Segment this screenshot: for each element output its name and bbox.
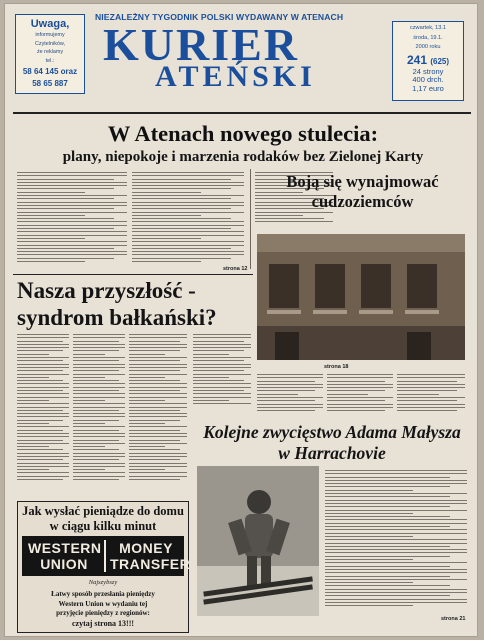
ad-details: Łatwy sposób przesłania pieniędzy Western Union w wydaniu tej przyjęcie pieniędzy z regionów: czytaj strona 13!!! bbox=[22, 590, 184, 628]
malysz-headline: Kolejne zwycięstwo Adama Małysza w Harrachovie bbox=[203, 422, 461, 463]
side-article-column bbox=[397, 374, 465, 416]
issue-number-alt: (625) bbox=[430, 56, 450, 66]
notice-phone: 58 64 145 oraz bbox=[22, 67, 78, 77]
issue-price-euro: 1,17 euro bbox=[412, 83, 444, 93]
balkan-headline: Nasza przyszłość - syndrom bałkański? bbox=[17, 278, 217, 330]
issue-date: 2000 roku bbox=[415, 44, 441, 50]
malysz-article-column bbox=[325, 470, 467, 610]
notice-line: że reklamy bbox=[36, 49, 64, 56]
issue-info-box bbox=[392, 21, 464, 101]
main-article-column bbox=[132, 172, 244, 272]
balkan-column bbox=[73, 334, 125, 494]
main-article-ref: strona 12 bbox=[223, 266, 248, 272]
notice-box bbox=[15, 14, 85, 94]
ad-cta[interactable]: czytaj strona 13!!! bbox=[71, 618, 135, 628]
ad-tagline: Najszybszy bbox=[88, 579, 118, 586]
issue-price: 400 drch. bbox=[412, 75, 444, 84]
building-photo bbox=[257, 234, 465, 360]
main-subhead: plany, niepokoje i marzenia rodaków bez Zielonej Karty bbox=[62, 149, 424, 165]
logo-word: MONEY TRANSFER bbox=[110, 540, 191, 572]
logo-divider bbox=[104, 540, 106, 572]
malysz-article-ref: strona 21 bbox=[441, 616, 466, 622]
masthead-logo-top: KURIER bbox=[103, 19, 300, 70]
side-article-column bbox=[257, 374, 323, 416]
section-rule bbox=[13, 274, 253, 275]
main-headline: W Atenach nowego stulecia: bbox=[107, 121, 379, 146]
ski-jumper-photo bbox=[197, 466, 319, 616]
main-article-column bbox=[17, 172, 127, 272]
notice-phone-label: tel.: bbox=[45, 57, 55, 64]
newspaper-page bbox=[4, 3, 478, 637]
side-article-ref: strona 18 bbox=[324, 364, 349, 370]
masthead-logo-bottom: ATEŃSKI bbox=[155, 60, 316, 93]
notice-line: informujemy bbox=[35, 32, 65, 38]
side-headline: Boją się wynajmować cudzoziemców bbox=[286, 172, 439, 211]
notice-title: Uwaga, bbox=[30, 18, 70, 30]
ski-jumper-photo-image bbox=[197, 466, 319, 616]
issue-pages: 24 strony bbox=[412, 66, 444, 76]
ad-headline: Jak wysłać pieniądze do domu w ciągu kilku minut bbox=[22, 504, 184, 533]
building-photo-image bbox=[257, 234, 465, 360]
masthead-rule bbox=[13, 112, 471, 114]
notice-line: Czytelników, bbox=[35, 40, 65, 47]
issue-date: środa, 19.1. bbox=[413, 34, 443, 41]
notice-phone: 58 65 887 bbox=[32, 79, 68, 89]
issue-date: czwartek, 13.1 bbox=[409, 25, 447, 31]
masthead-tagline: NIEZALEŻNY TYGODNIK POLSKI WYDAWANY W ATENACH bbox=[95, 12, 344, 22]
side-article-column bbox=[327, 374, 393, 416]
western-union-ad[interactable] bbox=[17, 501, 189, 633]
balkan-column bbox=[129, 334, 187, 494]
balkan-column bbox=[17, 334, 69, 494]
logo-word: WESTERN UNION bbox=[28, 540, 102, 572]
column-divider bbox=[250, 169, 251, 269]
western-union-logo bbox=[22, 536, 191, 576]
issue-number: 241 (625) bbox=[406, 52, 450, 67]
balkan-column bbox=[193, 334, 251, 412]
